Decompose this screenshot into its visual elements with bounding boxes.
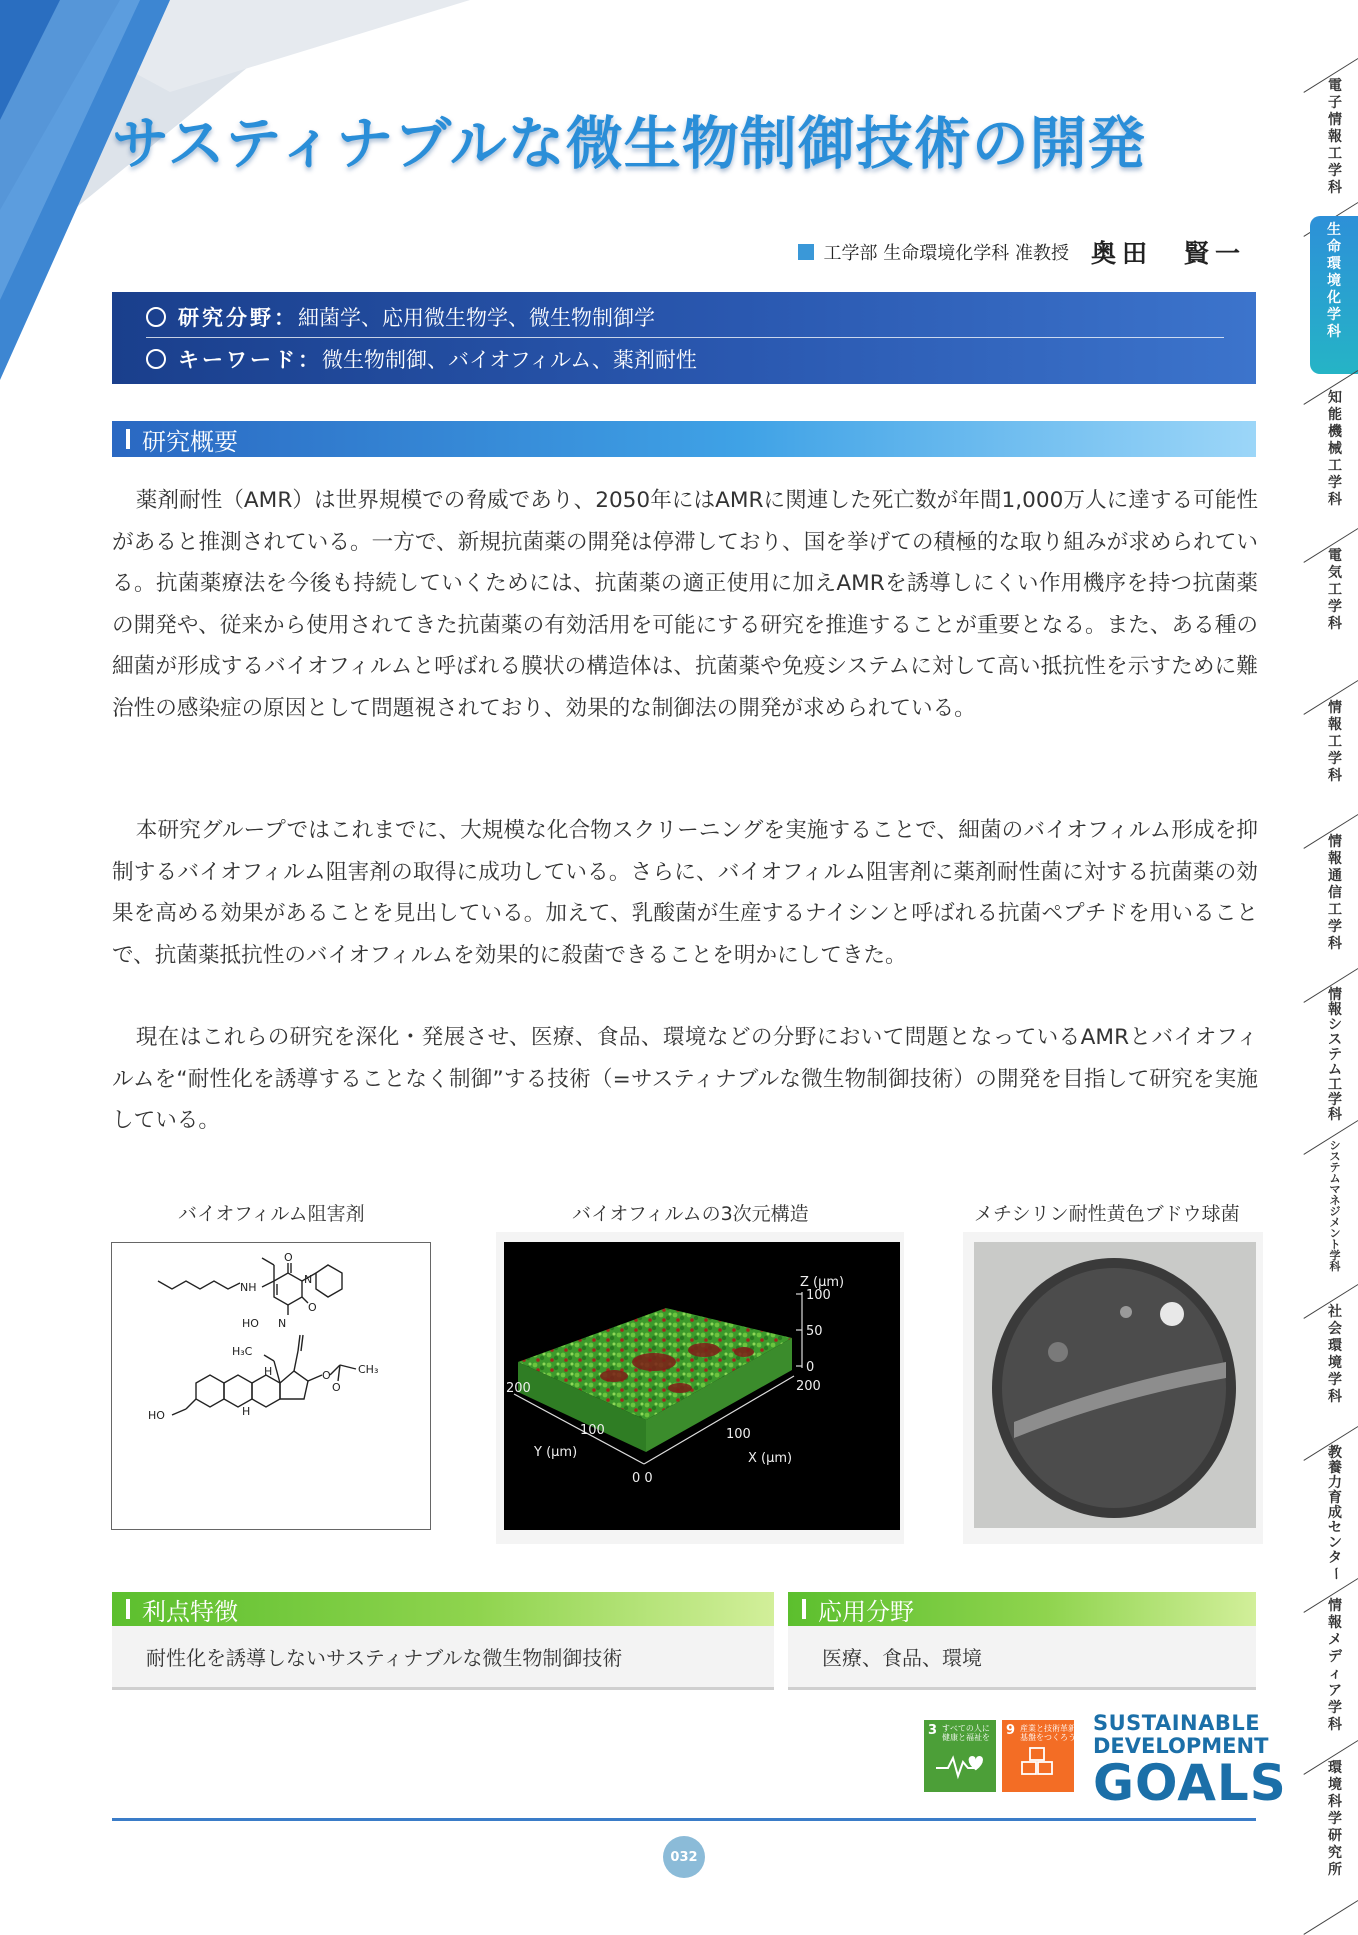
side-tab-4[interactable] (1312, 548, 1358, 633)
h-label: H (242, 1405, 251, 1418)
research-field-box (112, 292, 1256, 384)
sdg-goal-number: 3 (928, 1723, 938, 1738)
side-tab-5[interactable] (1312, 700, 1358, 785)
side-tab-label: シ ス テ ム マ ネ ジ メ ン ト 学 科 (1329, 1139, 1341, 1273)
x-axis-label: X (μm) (748, 1451, 793, 1466)
side-tab-3[interactable] (1312, 390, 1358, 509)
side-tab-label: 環 境 科 学 研 究 所 (1328, 1760, 1342, 1878)
x-tick: 100 (726, 1427, 751, 1442)
heading-bar-icon (126, 1599, 130, 1619)
side-tab-label: 知 能 機 械 工 学 科 (1328, 390, 1342, 508)
sdgs-logo-line2: DEVELOPMENT (1093, 1734, 1269, 1758)
z-tick: 100 (806, 1288, 831, 1303)
o-label: O (284, 1251, 293, 1264)
research-field-row (146, 302, 655, 332)
side-tab-11[interactable] (1312, 1598, 1358, 1734)
sdg-goal-text: すべての人に 健康と福祉を (942, 1724, 990, 1742)
mrsa-cell-image (974, 1242, 1256, 1528)
side-tab-label: 情 報 シ ス テ ム 工 学 科 (1328, 987, 1342, 1123)
applications-box (788, 1626, 1256, 1690)
side-tab-label: 情 報 通 信 工 学 科 (1328, 834, 1342, 952)
side-tab-label: 情 報 メ デ ィ ア 学 科 (1328, 1598, 1342, 1733)
sdg-goal-text: 産業と技術革新の 基盤をつくろう (1020, 1724, 1084, 1742)
applications-heading-text: 応用分野 (818, 1597, 914, 1626)
z-tick: 50 (806, 1324, 823, 1339)
cubes-icon (1002, 1720, 1074, 1792)
biofilm-3d-figure (504, 1242, 900, 1530)
mrsa-micrograph (974, 1242, 1256, 1528)
figure-3-caption: メチシリン耐性黄色ブドウ球菌 (974, 1203, 1240, 1225)
overview-paragraph-2 (112, 810, 1258, 976)
page-number: 032 (663, 1836, 705, 1878)
side-tab-label: 社 会 環 境 学 科 (1328, 1304, 1342, 1405)
x-tick: 200 (796, 1379, 821, 1394)
advantages-heading (112, 1592, 774, 1626)
research-field-label: 研究分野： (178, 306, 298, 330)
page-title: サスティナブルな微生物制御技術の開発 (112, 111, 1146, 177)
ho-label: HO (148, 1409, 165, 1422)
circle-bullet-icon (146, 307, 166, 327)
divider (146, 337, 1224, 338)
sdg-goal-9-icon (1002, 1720, 1084, 1792)
chemical-structure-drawing (112, 1243, 430, 1529)
h3c-label: H₃C (232, 1345, 253, 1358)
research-field-value: 細菌学、応用微生物学、微生物制御学 (298, 306, 655, 330)
paragraph-text: 薬剤耐性（AMR）は世界規模での脅威であり、2050年にはAMRに関連した死亡数が年間1,000万人に達する可能性があると推測されている。一方で、新規抗菌薬の開発は停滞しており、国を挙げての積極的な取り組みが求められている。抗菌薬療法を今後も持続していくためには、抗菌薬の適正使用に加えAMRを誘導しにくい作用機序を持つ抗菌薬の開発や、従来から使用されてきた抗菌薬の有効活用を可能にする研究を推進することが重要となる。また、ある種の細菌が形成するバイオフィルムと呼ばれる膜状の構造体は、抗菌薬や免疫システムに対して高い抵抗性を示すために難治性の感染症の原因として問題視されており、効果的な制御法の開発が求められている。 (112, 488, 1258, 721)
nh-label: NH (240, 1281, 257, 1294)
keywords-label: キーワード： (178, 348, 322, 372)
o-label: O (308, 1301, 317, 1314)
figure-1-caption: バイオフィルム阻害剤 (178, 1203, 365, 1225)
n-label: N (278, 1317, 287, 1330)
advantages-box (112, 1626, 774, 1690)
bullet-square-icon (798, 244, 814, 260)
ch3-label: CH₃ (358, 1363, 379, 1376)
sdgs-logo (1093, 1711, 1287, 1812)
heartbeat-icon (924, 1720, 996, 1792)
author-line (798, 234, 1246, 270)
overview-heading-text: 研究概要 (142, 427, 238, 456)
side-tab-label: 電 子 情 報 工 学 科 (1328, 78, 1342, 196)
heading-bar-icon (802, 1599, 806, 1619)
biofilm-3d-image (504, 1242, 900, 1530)
tab-separator (1303, 1900, 1358, 1935)
side-tab-12[interactable] (1312, 1760, 1358, 1879)
side-tab-1[interactable] (1312, 78, 1358, 197)
y-tick: 100 (580, 1423, 605, 1438)
paragraph-text: 本研究グループではこれまでに、大規模な化合物スクリーニングを実施することで、細菌のバイオフィルム形成を抑制するバイオフィルム阻害剤の取得に成功している。さらに、バイオフィルム阻害剤に薬剤耐性菌に対する抗菌薬の効果を高める効果があることを見出している。加えて、乳酸菌が生産するナイシンと呼ばれる抗菌ペプチドを用いることで、抗菌薬抵抗性のバイオフィルムを効果的に殺菌できることを明かにしてきた。 (112, 818, 1258, 968)
n-label: N (304, 1273, 313, 1286)
heading-bar-icon (126, 429, 130, 449)
o-label: O (322, 1369, 331, 1382)
advantages-heading-text: 利点特徴 (142, 1597, 238, 1626)
side-tab-label: 教 養 力 育 成 セ ン タ ー (1327, 1445, 1344, 1581)
side-tab-2[interactable] (1310, 216, 1358, 374)
sdgs-logo-line3: GOALS (1093, 1754, 1287, 1812)
advantages-text: 耐性化を誘導しないサスティナブルな微生物制御技術 (146, 1646, 623, 1670)
side-tab-10[interactable] (1312, 1446, 1358, 1581)
keywords-row (146, 344, 697, 374)
overview-paragraph-1 (112, 480, 1258, 729)
overview-heading (112, 421, 1256, 457)
paragraph-text: 現在はこれらの研究を深化・発展させ、医療、食品、環境などの分野において問題となっているAMRとバイオフィルムを“耐性化を誘導することなく制御”する技術（=サスティナブルな微生物制御技術）の開発を目指して研究を実施している。 (112, 1025, 1258, 1133)
keywords-value: 微生物制御、バイオフィルム、薬剤耐性 (322, 348, 697, 372)
side-tab-label: 電 気 工 学 科 (1328, 548, 1342, 632)
side-tab-7[interactable] (1312, 988, 1358, 1123)
applications-heading (788, 1592, 1256, 1626)
side-tab-8[interactable] (1312, 1140, 1358, 1272)
sdgs-logo-line1: SUSTAINABLE (1093, 1711, 1261, 1735)
z-axis-label: Z (μm) (800, 1275, 845, 1290)
side-tab-6[interactable] (1312, 834, 1358, 953)
z-tick: 0 (806, 1360, 815, 1375)
applications-text: 医療、食品、環境 (822, 1646, 982, 1670)
author-name: 奥田 賢一 (1090, 239, 1246, 268)
ho-label: HO (242, 1317, 259, 1330)
sdg-goal-3-icon (924, 1720, 996, 1792)
sdg-goal-number: 9 (1006, 1723, 1016, 1738)
author-department: 工学部 生命環境化学科 准教授 (823, 243, 1069, 264)
figure-2-caption: バイオフィルムの3次元構造 (572, 1203, 809, 1225)
o-label: O (332, 1381, 341, 1394)
y-axis-label: Y (μm) (534, 1445, 578, 1460)
h-label: H (264, 1365, 273, 1378)
footer-line (112, 1818, 1256, 1821)
side-tab-label: 情 報 工 学 科 (1328, 700, 1342, 784)
chemical-structure-figure (111, 1242, 431, 1530)
side-tab-9[interactable] (1312, 1304, 1358, 1406)
y-tick: 200 (506, 1381, 531, 1396)
overview-paragraph-3 (112, 1017, 1258, 1142)
side-tab-label: 生 命 環 境 化 学 科 (1327, 222, 1341, 340)
circle-bullet-icon (146, 349, 166, 369)
origin-label: 0 0 (632, 1471, 653, 1486)
